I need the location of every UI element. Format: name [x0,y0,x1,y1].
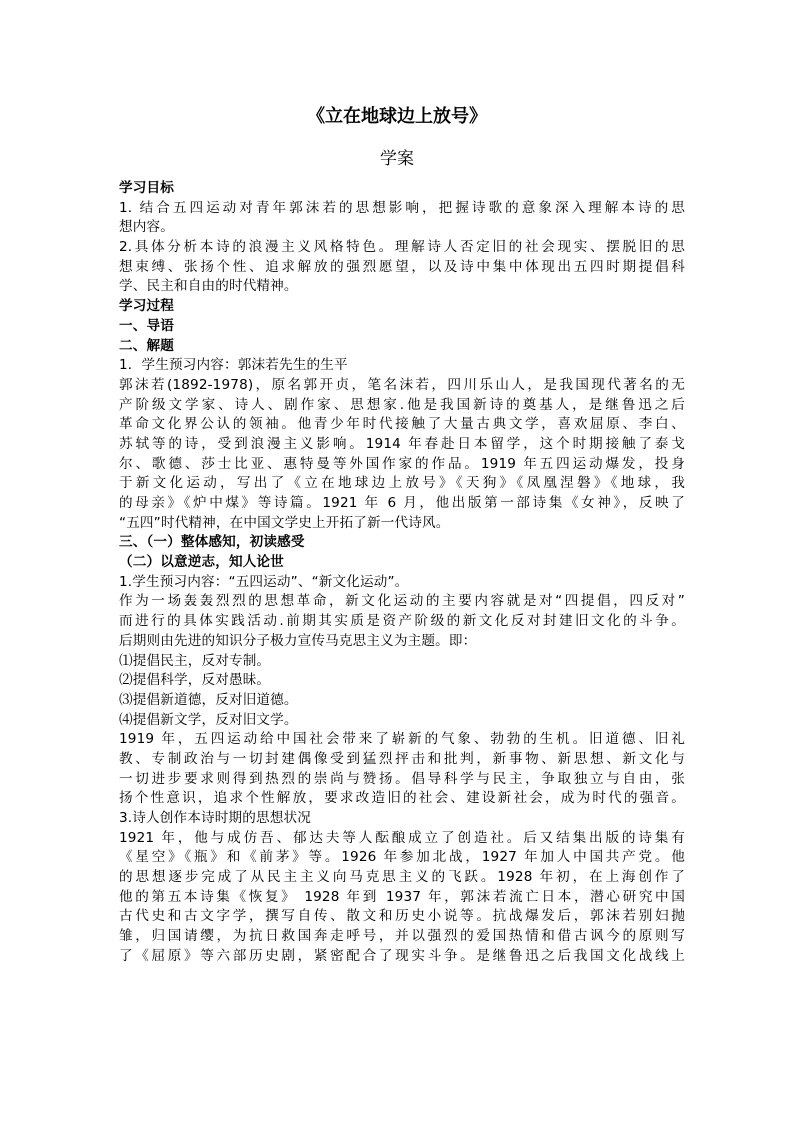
body-line: 尔、歌德、莎士比亚、惠特曼等外国作家的作品。1919 年五四运动爆发，投身 [119,455,685,472]
body-line: 1．学生预习内容：郭沫若先生的生平 [119,357,348,374]
body-line: 学、民主和自由的时代精神。 [119,278,298,295]
document-subtitle: 学案 [380,149,414,169]
body-line: 1919 年，五四运动给中国社会带来了崭新的气象、勃勃的生机。旧道德、旧礼 [119,731,685,748]
body-line: 作为一场轰轰烈烈的思想革命，新文化运动的主要内容就是对“四提倡，四反对” [119,593,685,610]
body-line: 于新文化运动，写出了《立在地球边上放号》《天狗》《凤凰涅磐》《地球，我 [119,475,685,492]
body-line: ⑷提倡新文学，反对旧文学。 [119,711,298,728]
section-heading: 学习过程 [119,298,174,315]
section-heading: 二、解题 [119,337,174,354]
section-heading: 三、（一）整体感知，初读感受 [119,534,305,551]
body-line: 《星空》《瓶》和《前茅》等。1926 年参加北战，1927 年加人中国共产党。他 [119,849,685,866]
body-line: 1921 年，他与成仿吾、郁达夫等人酝酿成立了创造社。后又结集出版的诗集有 [119,829,685,846]
body-line: 想束缚、张扬个性、追求解放的强烈愿望，以及诗中集中体现出五四时期提倡科 [119,258,685,275]
body-line: 想内容。 [119,219,174,236]
body-line: 1. 结合五四运动对青年郭沫若的思想影响，把握诗歌的意象深入理解本诗的思 [119,199,685,216]
body-line: 后期则由先进的知识分子极力宣传马克思主义为主题。即： [119,632,477,649]
body-line: “五四”时代精神，在中国文学史上开拓了新一代诗风。 [119,514,450,531]
body-line: ⑶提倡新道德，反对旧道德。 [119,691,298,708]
body-line: 郭沫若(1892-1978)，原名郭开贞，笔名沫若，四川乐山人，是我国现代著名的无 [119,376,685,393]
body-line: 革命文化界公认的领袖。他青少年时代接触了大量古典文学，喜欢屈原、李白、 [119,416,685,433]
body-line: 古代史和古文字学，撰写自传、散文和历史小说等。抗战爆发后，郭沫若别妇抛 [119,908,685,925]
body-line: 一切进步要求则得到热烈的崇尚与赞扬。倡导科学与民主，争取独立与自由，张 [119,770,685,787]
body-line: 的母亲》《炉中煤》等诗篇。1921 年 6 月，他出版第一部诗集《女神》，反映了 [119,495,685,511]
body-line: 了《屈原》等六部历史剧，紧密配合了现实斗争。是继鲁迅之后我国文化战线上 [119,947,685,964]
body-line: 2.具体分析本诗的浪漫主义风格特色。理解诗人否定旧的社会现实、摆脱旧的思 [119,239,685,256]
body-line: ⑵提倡科学，反对愚昧。 [119,672,271,689]
body-line: 1.学生预习内容：“五四运动”、“新文化运动”。 [119,573,409,590]
body-line: ⑴提倡民主，反对专制。 [119,652,271,669]
body-line: 的思想逐步完成了从民主主义向马克思主义的飞跃。1928 年初，在上海创作了 [119,869,685,886]
section-heading: （二）以意逆志，知人论世 [119,554,284,571]
body-line: 扬个性意识，追求个性解放，要求改造旧的社会、建设新社会，成为时代的强音。 [119,790,685,807]
body-line: 教、专制政治与一切封建偶像受到猛烈抨击和批判，新事物、新思想、新文化与 [119,750,685,767]
body-line: 3.诗人创作本诗时期的思想状况 [119,810,311,826]
section-heading: 学习目标 [119,180,174,196]
body-line: 雏，归国请缨，为抗日救国奔走呼号，并以强烈的爱国热情和借古讽今的原则写 [119,928,685,945]
body-line: 他的第五本诗集《恢复》 1928 年到 1937 年，郭沫若流亡日本，潜心研究中国 [119,888,685,905]
document-body [119,179,685,967]
body-line: 产阶级文学家、诗人、剧作家、思想家.他是我国新诗的奠基人，是继鲁迅之后 [119,396,685,413]
body-line: 而进行的具体实践活动.前期其实质是资产阶级的新文化反对封建旧文化的斗争。 [119,613,685,630]
document-title: 《立在地球边上放号》 [307,106,487,127]
section-heading: 一、导语 [119,317,174,334]
body-line: 苏轼等的诗，受到浪漫主义影响。1914 年春赴日本留学，这个时期接触了泰戈 [119,435,685,452]
